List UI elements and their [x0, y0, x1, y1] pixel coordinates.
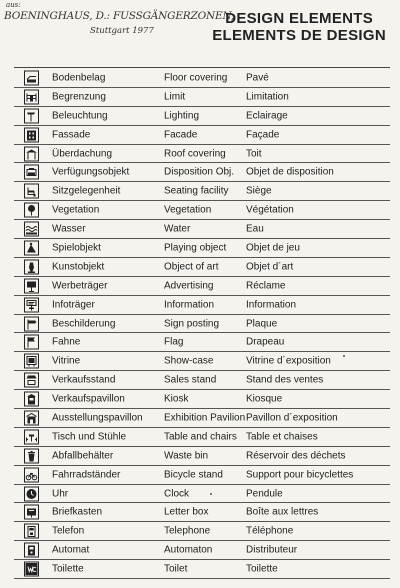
english-term: Lighting [164, 110, 200, 122]
waste-bin-icon [24, 448, 39, 463]
english-term: Telephone [164, 525, 211, 537]
table-row [14, 182, 390, 201]
german-term: Briefkasten [52, 506, 103, 518]
german-term: Kunstobjekt [52, 261, 105, 273]
english-term: Seating facility [164, 185, 229, 197]
french-term: Support pour bicyclettes [246, 469, 354, 481]
table-row [14, 126, 390, 145]
handnote-line-2: BOENINGHAUS, D.: FUSSGÄNGERZONEN, [4, 10, 234, 22]
sales-stand-icon [24, 373, 39, 388]
table-rows [14, 69, 390, 579]
german-term: Infoträger [52, 299, 95, 311]
seating-icon [24, 184, 39, 199]
table-row [14, 541, 390, 560]
english-term: Playing object [164, 242, 227, 254]
table-row [14, 201, 390, 220]
french-term: Limitation [246, 91, 289, 103]
french-term: Objet de disposition [246, 166, 334, 178]
table-row [14, 69, 390, 88]
french-term: Façade [246, 129, 280, 141]
german-term: Vitrine [52, 355, 81, 367]
scan-speck [343, 355, 345, 357]
german-term: Wasser [52, 223, 86, 235]
information-icon [24, 297, 39, 312]
german-term: Verkaufspavillon [52, 393, 125, 405]
telephone-icon [24, 524, 39, 539]
sign-posting-icon [24, 316, 39, 331]
german-term: Beleuchtung [52, 110, 108, 122]
showcase-icon [24, 354, 39, 369]
table-row [14, 220, 390, 239]
table-row [14, 352, 390, 371]
german-term: Toilette [52, 563, 84, 575]
table-row [14, 107, 390, 126]
german-term: Abfallbehälter [52, 450, 114, 462]
table-top-rule [14, 67, 390, 68]
french-term: Pavé [246, 72, 269, 84]
page-heading [212, 10, 386, 44]
water-icon [24, 222, 39, 237]
automaton-icon [24, 543, 39, 558]
disposition-object-icon [24, 165, 39, 180]
english-term: Toilet [164, 563, 188, 575]
table-row [14, 371, 390, 390]
vegetation-icon [24, 203, 39, 218]
german-term: Telefon [52, 525, 85, 537]
german-term: Verfügungsobjekt [52, 166, 130, 178]
french-term: Siège [246, 185, 272, 197]
table-row [14, 503, 390, 522]
french-term: Vitrine d´exposition [246, 355, 331, 367]
bicycle-stand-icon [24, 467, 39, 482]
french-term: Réservoir des déchets [246, 450, 346, 462]
english-term: Bicycle stand [164, 469, 223, 481]
table-row [14, 88, 390, 107]
french-term: Stand des ventes [246, 374, 324, 386]
french-term: Eclairage [246, 110, 288, 122]
advertising-icon [24, 278, 39, 293]
german-term: Werbeträger [52, 280, 108, 292]
french-term: Végétation [246, 204, 294, 216]
french-term: Distributeur [246, 544, 298, 556]
french-term: Téléphone [246, 525, 294, 537]
toilet-icon [24, 562, 39, 577]
letter-box-icon [24, 505, 39, 520]
french-term: Toilette [246, 563, 278, 575]
german-term: Ausstellungspavillon [52, 412, 143, 424]
table-row [14, 145, 390, 164]
english-term: Sales stand [164, 374, 217, 386]
english-term: Letter box [164, 506, 209, 518]
french-term: Réclame [246, 280, 286, 292]
english-term: Vegetation [164, 204, 212, 216]
table-row [14, 239, 390, 258]
english-term: Waste bin [164, 450, 209, 462]
german-term: Tisch und Stühle [52, 431, 127, 443]
english-term: Sign posting [164, 318, 220, 330]
french-term: Pavillon d´exposition [246, 412, 338, 424]
limit-icon [24, 89, 39, 104]
french-term: Kiosque [246, 393, 283, 405]
table-row [14, 296, 390, 315]
french-term: Table et chaises [246, 431, 318, 443]
french-term: Plaque [246, 318, 278, 330]
heading-line-1: DESIGN ELEMENTS [225, 10, 374, 27]
design-elements-table [14, 67, 390, 579]
kiosk-icon [24, 392, 39, 407]
english-term: Clock [164, 488, 190, 500]
german-term: Fahrradständer [52, 469, 121, 481]
art-object-icon [24, 259, 39, 274]
table-row [14, 333, 390, 352]
table-row [14, 390, 390, 409]
german-term: Vegetation [52, 204, 100, 216]
table-row [14, 409, 390, 428]
french-term: Drapeau [246, 336, 285, 348]
table-chairs-icon [24, 429, 39, 444]
english-term: Automaton [164, 544, 213, 556]
english-term: Object of art [164, 261, 219, 273]
german-term: Begrenzung [52, 91, 106, 103]
english-term: Information [164, 299, 215, 311]
handnote-line-3: Stuttgart 1977 [90, 25, 154, 36]
heading-line-2: ELEMENTS DE DESIGN [212, 27, 386, 44]
german-term: Verkaufsstand [52, 374, 116, 386]
english-term: Advertising [164, 280, 214, 292]
clock-icon [24, 486, 39, 501]
french-term: Pendule [246, 488, 283, 500]
floor-covering-icon [24, 70, 39, 85]
handwritten-source-note [4, 1, 234, 36]
english-term: Facade [164, 129, 198, 141]
lighting-icon [24, 108, 39, 123]
table-row [14, 522, 390, 541]
french-term: Objet d´art [246, 261, 294, 273]
english-term: Table and chairs [164, 431, 237, 443]
table-row [14, 428, 390, 447]
roof-covering-icon [24, 146, 39, 161]
german-term: Fassade [52, 129, 91, 141]
german-term: Überdachung [52, 148, 113, 159]
french-term: Eau [246, 223, 264, 235]
english-term: Floor covering [164, 72, 228, 84]
playing-object-icon [24, 240, 39, 255]
table-row [14, 560, 390, 579]
english-term: Limit [164, 91, 186, 103]
handnote-line-1: aus: [6, 1, 21, 9]
scan-speck [210, 493, 212, 495]
table-row [14, 466, 390, 485]
english-term: Flag [164, 336, 184, 348]
german-term: Spielobjekt [52, 242, 101, 254]
table-row [14, 163, 390, 182]
french-term: Boîte aux lettres [246, 506, 319, 518]
english-term: Disposition Obj. [164, 166, 235, 178]
english-term: Exhibition Pavilion [164, 412, 246, 424]
flag-icon [24, 335, 39, 350]
table-row [14, 315, 390, 334]
french-term: Toit [246, 148, 262, 159]
english-term: Show-case [164, 355, 214, 367]
exhibition-pavilion-icon [24, 410, 39, 425]
table-row [14, 258, 390, 277]
french-term: Information [246, 299, 297, 311]
table-row [14, 485, 390, 504]
german-term: Bodenbelag [52, 72, 106, 84]
english-term: Water [164, 223, 191, 235]
table-row [14, 277, 390, 296]
english-term: Kiosk [164, 393, 189, 405]
german-term: Sitzgelegenheit [52, 185, 121, 197]
french-term: Objet de jeu [246, 242, 300, 254]
english-term: Roof covering [164, 148, 226, 159]
facade-icon [24, 127, 39, 142]
german-term: Uhr [52, 488, 69, 500]
german-term: Beschilderung [52, 318, 116, 330]
german-term: Automat [52, 544, 90, 556]
german-term: Fahne [52, 336, 81, 348]
table-row [14, 447, 390, 466]
